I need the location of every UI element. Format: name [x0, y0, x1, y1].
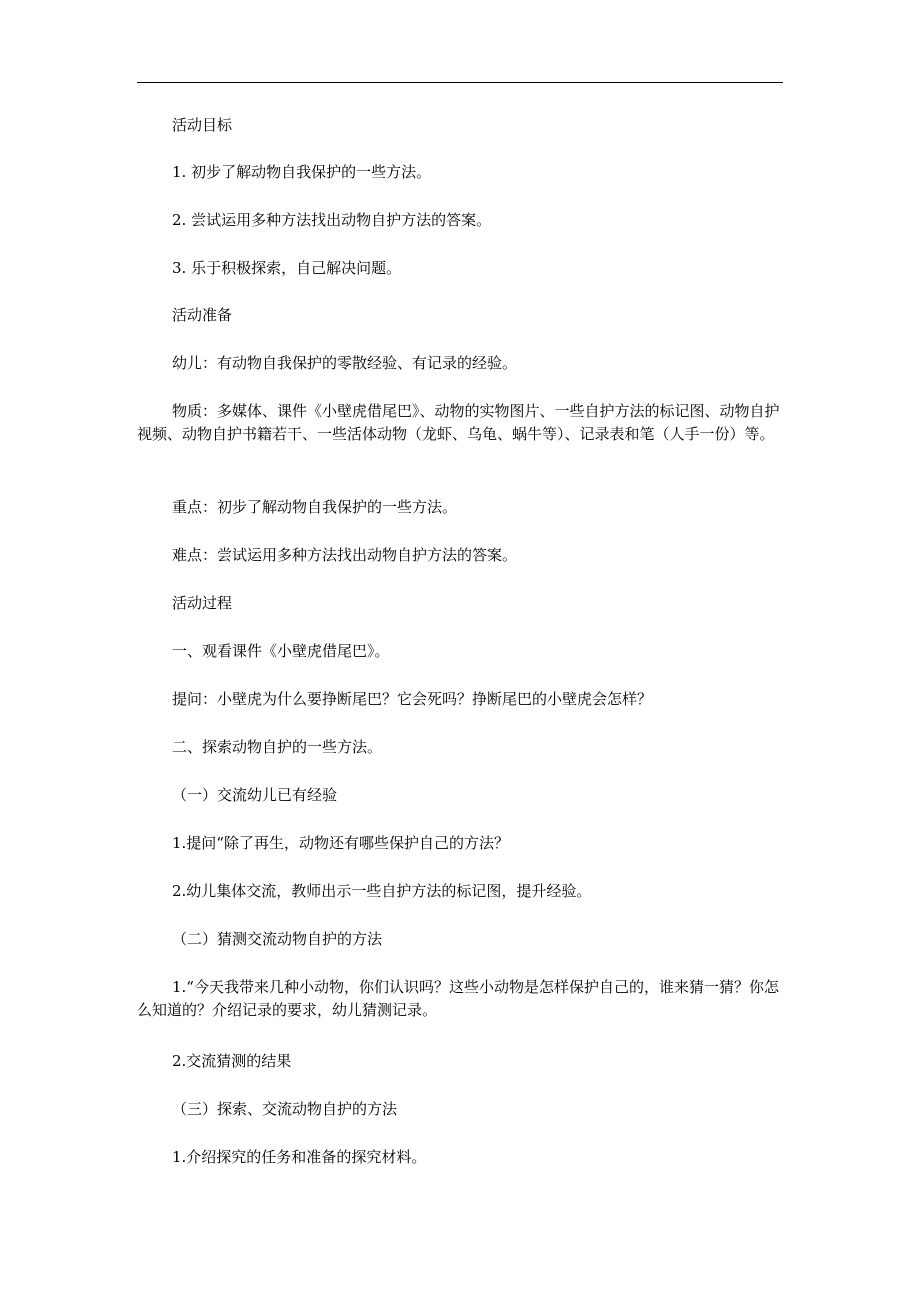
paragraph-heading-goals: 活动目标: [172, 116, 233, 134]
paragraph-sub-2-item-2: 2.交流猜测的结果: [172, 1052, 292, 1070]
paragraph-goal-1: 1. 初步了解动物自我保护的一些方法。: [172, 163, 432, 181]
paragraph-step-2: 二、探索动物自护的一些方法。: [172, 738, 383, 756]
paragraph-step-1-question: 提问：小壁虎为什么要挣断尾巴？它会死吗？挣断尾巴的小壁虎会怎样？: [172, 690, 653, 708]
paragraph-sub-3: （三）探索、交流动物自护的方法: [172, 1100, 398, 1118]
paragraph-heading-preparation: 活动准备: [172, 306, 233, 324]
paragraph-heading-process: 活动过程: [172, 594, 233, 612]
paragraph-sub-2: （二）猜测交流动物自护的方法: [172, 930, 383, 948]
paragraph-goal-2: 2. 尝试运用多种方法找出动物自护方法的答案。: [172, 211, 492, 229]
paragraph-goal-3: 3. 乐于积极探索，自己解决问题。: [172, 259, 402, 277]
paragraph-sub-3-item-1: 1.介绍探究的任务和准备的探究材料。: [172, 1148, 427, 1166]
paragraph-key-point: 重点：初步了解动物自我保护的一些方法。: [172, 498, 458, 516]
paragraph-sub-1: （一）交流幼儿已有经验: [172, 786, 338, 804]
header-rule: [137, 82, 783, 83]
paragraph-sub-2-item-1: 1.“今天我带来几种小动物，你们认识吗？这些小动物是怎样保护自己的，谁来猜一猜？你怎么知道的？介绍记录的要求，幼儿猜测记录。: [137, 978, 779, 1019]
paragraph-prep-materials: 物质：多媒体、课件《小壁虎借尾巴》、动物的实物图片、一些自护方法的标记图、动物自护视频、动物自护书籍若干、一些活体动物（龙虾、乌龟、蜗牛等）、记录表和笔（人手一份）等。: [137, 402, 780, 443]
paragraph-step-1: 一、观看课件《小壁虎借尾巴》。: [172, 642, 390, 660]
paragraph-sub-1-item-2: 2.幼儿集体交流，教师出示一些自护方法的标记图，提升经验。: [172, 882, 592, 900]
paragraph-difficulty: 难点：尝试运用多种方法找出动物自护方法的答案。: [172, 546, 518, 564]
paragraph-prep-children: 幼儿：有动物自我保护的零散经验、有记录的经验。: [172, 354, 518, 372]
paragraph-sub-1-item-1: 1.提问“除了再生，动物还有哪些保护自己的方法？: [172, 834, 509, 852]
